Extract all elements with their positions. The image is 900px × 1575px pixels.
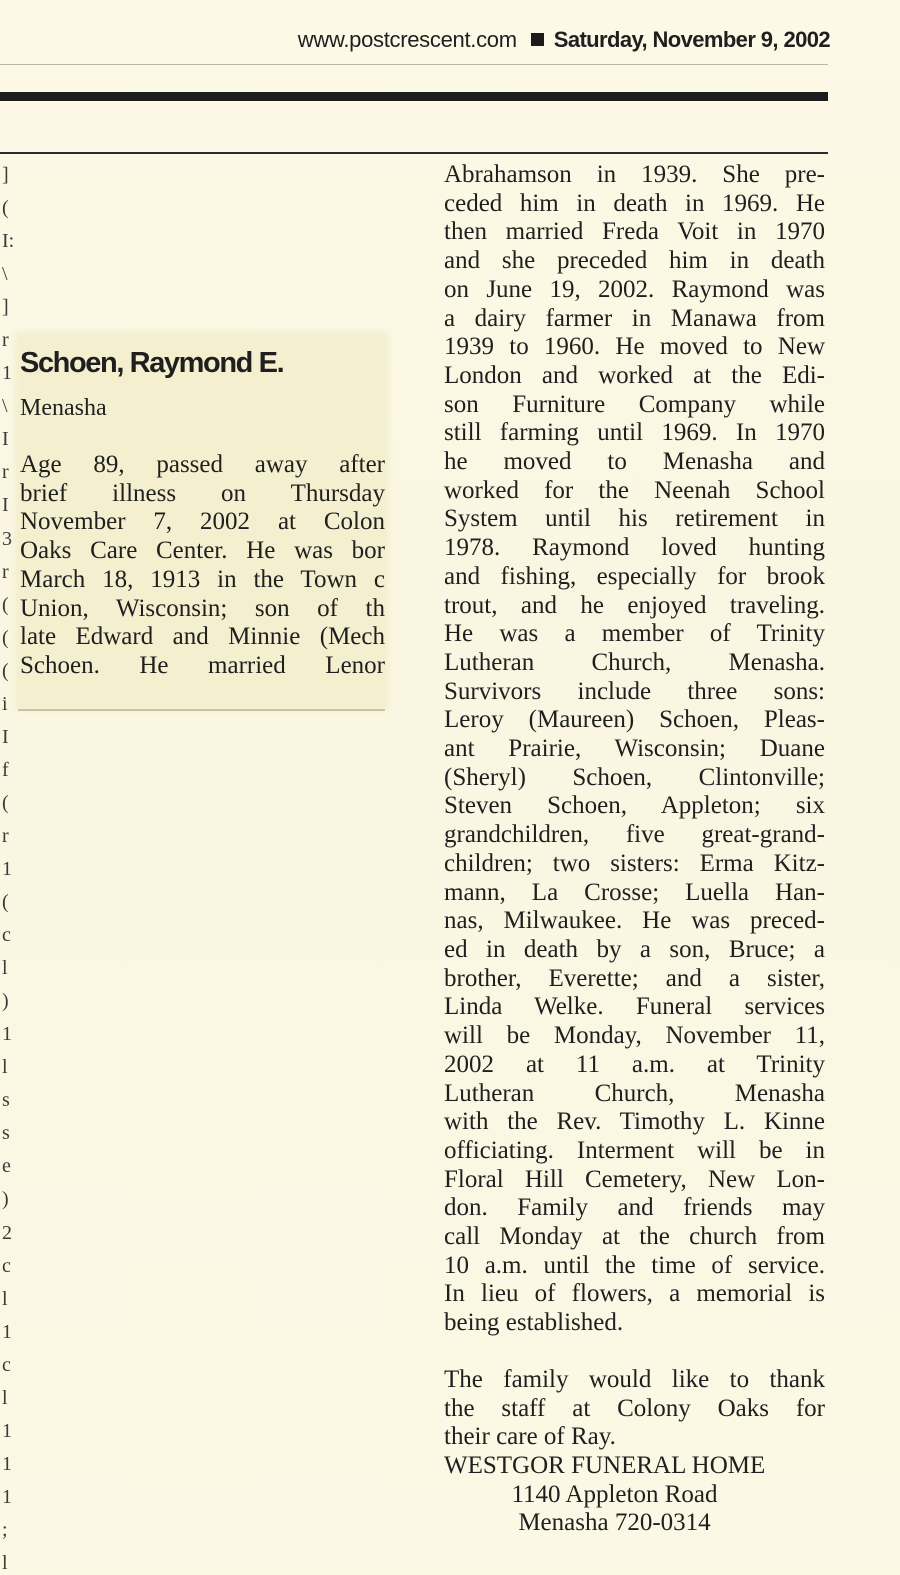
text-line: nas, Milwaukee. He was preced- xyxy=(444,907,825,935)
cutoff-glyph: 1 xyxy=(2,362,12,384)
text-line: ant Prairie, Wisconsin; Duane xyxy=(444,735,825,763)
cutoff-glyph: 1 xyxy=(2,1453,12,1475)
text-line: 1978. Raymond loved hunting xyxy=(444,534,825,562)
text-line: and fishing, especially for brook xyxy=(444,562,825,590)
cutoff-glyph: l xyxy=(2,1387,8,1409)
text-line: mann, La Crosse; Luella Han- xyxy=(444,878,825,906)
text-line: ed in death by a son, Bruce; a xyxy=(444,935,825,963)
text-line: he moved to Menasha and xyxy=(444,448,825,476)
cutoff-glyph: l xyxy=(2,1056,8,1078)
text-line: trout, and he enjoyed traveling. xyxy=(444,591,825,619)
cutoff-glyph: 1 xyxy=(2,1321,12,1343)
cutoff-glyph: f xyxy=(2,759,9,781)
text-line: The family would like to thank xyxy=(444,1365,825,1393)
obituary-text-left xyxy=(20,451,385,681)
text-line: late Edward and Minnie (Mech xyxy=(20,623,385,651)
text-line: officiating. Interment will be in xyxy=(444,1136,825,1164)
cutoff-glyph: ( xyxy=(2,792,9,814)
cutoff-glyph: I xyxy=(2,428,9,450)
cutoff-glyph: 1 xyxy=(2,1420,12,1442)
text-line: Survivors include three sons: xyxy=(444,677,825,705)
cutoff-glyph: ( xyxy=(2,197,9,219)
text-line: Age 89, passed away after xyxy=(20,451,385,478)
deceased-name: Schoen, Raymond E. xyxy=(20,347,284,379)
cutoff-glyph: l xyxy=(2,1552,8,1574)
cutoff-glyph: 1 xyxy=(2,1023,12,1045)
funeral-home-city-phone: Menasha 720-0314 xyxy=(518,1509,711,1537)
text-line: Linda Welke. Funeral services xyxy=(444,993,825,1021)
section-rule xyxy=(0,152,828,154)
text-line: Oaks Care Center. He was bor xyxy=(20,537,385,565)
cutoff-glyph: ] xyxy=(2,296,9,318)
text-line: March 18, 1913 in the Town c xyxy=(20,565,385,593)
cutoff-glyph: I xyxy=(2,726,9,748)
text-line: worked for the Neenah School xyxy=(444,476,825,504)
text-line: Abrahamson in 1939. She pre- xyxy=(444,161,825,188)
cutoff-glyph: r xyxy=(2,561,9,583)
heading-block-underline xyxy=(18,709,385,711)
obituary-text-right xyxy=(444,161,825,1538)
text-line: ceded him in death in 1969. He xyxy=(444,189,825,217)
text-line: the staff at Colony Oaks for xyxy=(444,1394,825,1422)
text-line: brief illness on Thursday xyxy=(20,479,385,507)
text-line: will be Monday, November 11, xyxy=(444,1022,825,1050)
cutoff-glyph: ( xyxy=(2,627,9,649)
header-rule-thick xyxy=(0,92,828,101)
text-line: Steven Schoen, Appleton; six xyxy=(444,792,825,820)
text-line: 2002 at 11 a.m. at Trinity xyxy=(444,1050,825,1078)
text-line: with the Rev. Timothy L. Kinne xyxy=(444,1108,825,1136)
text-line: still farming until 1969. In 1970 xyxy=(444,419,825,447)
text-line: son Furniture Company while xyxy=(444,390,825,418)
cutoff-glyph: ; xyxy=(2,1519,8,1541)
cutoff-glyph: ) xyxy=(2,990,9,1012)
cutoff-glyph: r xyxy=(2,825,9,847)
text-line: call Monday at the church from xyxy=(444,1223,825,1251)
text-line: their care of Ray. xyxy=(444,1423,616,1451)
header-rule-thin xyxy=(0,64,828,65)
text-line: Lutheran Church, Menasha xyxy=(444,1079,825,1107)
cutoff-glyph: \ xyxy=(2,263,8,285)
text-line: brother, Everette; and a sister, xyxy=(444,964,825,992)
cutoff-glyph: l xyxy=(2,957,8,979)
text-line: (Sheryl) Schoen, Clintonville; xyxy=(444,763,825,791)
site-url[interactable]: www.postcrescent.com xyxy=(297,27,517,52)
square-bullet-icon xyxy=(531,33,544,46)
cutoff-glyph: r xyxy=(2,461,9,483)
cutoff-glyph: c xyxy=(2,1255,11,1277)
cutoff-glyph: I xyxy=(2,494,9,516)
text-line: System until his retirement in xyxy=(444,505,825,533)
cutoff-glyph: 2 xyxy=(2,1222,12,1244)
text-line: Union, Wisconsin; son of th xyxy=(20,594,385,622)
cutoff-glyph: s xyxy=(2,1122,10,1144)
cutoff-glyph: 1 xyxy=(2,1486,12,1508)
text-line: then married Freda Voit in 1970 xyxy=(444,218,825,246)
text-line: being established. xyxy=(444,1309,624,1337)
text-line: Floral Hill Cemetery, New Lon- xyxy=(444,1165,825,1193)
cutoff-glyph: 1 xyxy=(2,858,12,880)
text-line: on June 19, 2002. Raymond was xyxy=(444,275,825,303)
cutoff-glyph: e xyxy=(2,1155,11,1177)
text-line: don. Family and friends may xyxy=(444,1194,825,1222)
text-line: Schoen. He married Lenor xyxy=(20,651,385,679)
page-header xyxy=(0,20,830,60)
deceased-city: Menasha xyxy=(20,395,107,421)
paragraph-gap xyxy=(444,1338,825,1366)
obituary-heading-block xyxy=(18,335,385,707)
text-line: 10 a.m. until the time of service. xyxy=(444,1251,825,1279)
obituary-body xyxy=(444,161,825,1338)
cutoff-glyph: c xyxy=(2,924,11,946)
text-line: In lieu of flowers, a memorial is xyxy=(444,1280,825,1308)
thanks-paragraph xyxy=(444,1366,825,1452)
cutoff-glyph: l xyxy=(2,1288,8,1310)
text-line: London and worked at the Edi- xyxy=(444,361,825,389)
funeral-home-name: WESTGOR FUNERAL HOME xyxy=(444,1451,766,1479)
cutoff-glyph: i xyxy=(2,693,8,715)
text-line: He was a member of Trinity xyxy=(444,620,825,648)
text-line: November 7, 2002 at Colon xyxy=(20,508,385,536)
cutoff-glyph: ) xyxy=(2,1188,9,1210)
cutoff-glyph: \ xyxy=(2,395,8,417)
cutoff-glyph: 3 xyxy=(2,528,12,550)
cutoff-glyph: c xyxy=(2,1354,11,1376)
text-line: grandchildren, five great-grand- xyxy=(444,821,825,849)
cutoff-glyph: ( xyxy=(2,891,9,913)
text-line: Leroy (Maureen) Schoen, Pleas- xyxy=(444,706,825,734)
funeral-home-address: 1140 Appleton Road xyxy=(511,1480,718,1508)
text-line: Lutheran Church, Menasha. xyxy=(444,648,825,676)
text-line: and she preceded him in death xyxy=(444,247,825,275)
cutoff-glyph: ( xyxy=(2,660,9,682)
text-line: 1939 to 1960. He moved to New xyxy=(444,333,825,361)
cutoff-glyph: ] xyxy=(2,164,9,186)
cutoff-glyph: s xyxy=(2,1089,10,1111)
text-line: children; two sisters: Erma Kitz- xyxy=(444,849,825,877)
cutoff-glyph: r xyxy=(2,329,9,351)
cutoff-glyph: I: xyxy=(2,230,15,252)
publication-date: Saturday, November 9, 2002 xyxy=(553,27,830,52)
text-line: a dairy farmer in Manawa from xyxy=(444,304,825,332)
cutoff-glyph: ( xyxy=(2,594,9,616)
